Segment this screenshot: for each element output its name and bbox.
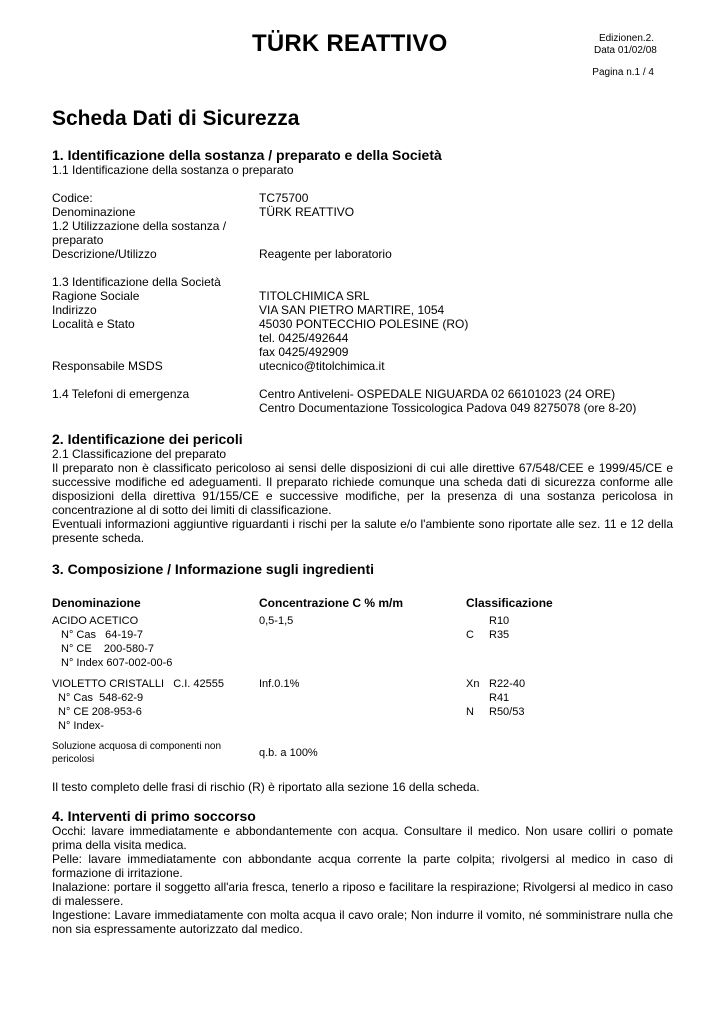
localita-label: Località e Stato xyxy=(52,317,135,331)
emergency-phone-1: Centro Antiveleni- OSPEDALE NIGUARDA 02 66101023 (24 ORE) xyxy=(259,387,616,401)
edition-block xyxy=(594,33,657,57)
emergency-phones-label: 1.4 Telefoni di emergenza xyxy=(52,387,190,401)
first-aid-eyes: Occhi: lavare immediatamente e abbondantemente con acqua. Consultare il medico. Non usare colliri o pomate prima della visita medica. xyxy=(52,824,673,852)
first-aid-skin: Pelle: lavare immediatamente con abbondante acqua corrente la parte colpita; rivolgersi al medico in caso di formazione di irritazione. xyxy=(52,852,673,880)
descrizione-value: Reagente per laboratorio xyxy=(259,247,392,261)
risk-phrase: R35 xyxy=(489,629,510,641)
section-2-paragraph: Il preparato non è classificato pericoloso ai sensi delle disposizioni di cui alle direttive 67/548/CEE e 1999/45/CE e successive modifiche ed adeguamenti. Il preparato richiede comunque una scheda dati di sicurezza conforme alle disposizioni della direttiva 91/155/CE e successive modifiche, per la presenza di una sostanza pericolosa in concentrazione al di sotto dei limiti di classificazione. xyxy=(52,461,673,517)
first-aid-inhalation: Inalazione: portare il soggetto all'aria fresca, tenerlo a riposo e facilitare la respirazione; Rivolgersi al medico in caso di malessere. xyxy=(52,880,673,908)
codice-value: TC75700 xyxy=(259,191,309,205)
column-header-concentrazione: Concentrazione C % m/m xyxy=(259,596,404,610)
hazard-symbol: N xyxy=(466,706,474,718)
indirizzo-label: Indirizzo xyxy=(52,303,97,317)
denominazione-label: Denominazione xyxy=(52,205,136,219)
ingredient-concentration: 0,5-1,5 xyxy=(259,615,294,627)
edition-label: Edizionen.2. xyxy=(598,33,654,44)
risk-phrase: R50/53 xyxy=(489,706,525,718)
product-title: TÜRK REATTIVO xyxy=(252,30,448,57)
risk-phrase: R10 xyxy=(489,615,510,627)
denominazione-value: TÜRK REATTIVO xyxy=(259,205,355,219)
fax: fax 0425/492909 xyxy=(259,345,349,359)
ingredient-name: pericolosi xyxy=(52,754,95,765)
localita-value: 45030 PONTECCHIO POLESINE (RO) xyxy=(259,317,469,331)
descrizione-label: Descrizione/Utilizzo xyxy=(52,247,157,261)
hazard-symbol: Xn xyxy=(466,678,480,690)
responsabile-msds-label: Responsabile MSDS xyxy=(52,359,163,373)
indirizzo-value: VIA SAN PIETRO MARTIRE, 1054 xyxy=(259,303,445,317)
ingredient-ce: N° CE 208-953-6 xyxy=(58,706,142,718)
ingredient-name: Soluzione acquosa di componenti non xyxy=(52,741,222,752)
telephone: tel. 0425/492644 xyxy=(259,331,349,345)
ingredient-cas: N° Cas 548-62-9 xyxy=(58,692,144,704)
section-1-heading: 1. Identificazione della sostanza / preparato e della Società xyxy=(52,147,442,163)
ingredient-cas: N° Cas 64-19-7 xyxy=(61,629,144,641)
edition-date: Data 01/02/08 xyxy=(594,45,657,56)
utilizzazione-label-line1: 1.2 Utilizzazione della sostanza / xyxy=(52,219,227,233)
column-header-denominazione: Denominazione xyxy=(52,596,141,610)
section-4-heading: 4. Interventi di primo soccorso xyxy=(52,808,256,824)
risk-phrase: R41 xyxy=(489,692,510,704)
ragione-sociale-label: Ragione Sociale xyxy=(52,289,140,303)
hazard-symbol: C xyxy=(466,629,474,641)
section-2-1-subheading: 2.1 Classificazione del preparato xyxy=(52,447,227,461)
page-number: Pagina n.1 / 4 xyxy=(592,67,654,78)
risk-phrase: R22-40 xyxy=(489,678,526,690)
ingredient-index: N° Index- xyxy=(58,720,104,732)
ingredient-index: N° Index 607-002-00-6 xyxy=(61,657,173,669)
section-2-heading: 2. Identificazione dei pericoli xyxy=(52,431,243,447)
emergency-phone-2: Centro Documentazione Tossicologica Padova 049 8275078 (ore 8-20) xyxy=(259,401,637,415)
ingredient-concentration: q.b. a 100% xyxy=(259,747,318,759)
responsabile-msds-email: utecnico@titolchimica.it xyxy=(259,359,385,373)
document-title: Scheda Dati di Sicurezza xyxy=(52,107,300,130)
section-3-heading: 3. Composizione / Informazione sugli ingredienti xyxy=(52,561,375,577)
section-1-1-subheading: 1.1 Identificazione della sostanza o preparato xyxy=(52,163,294,177)
ingredient-name: ACIDO ACETICO xyxy=(52,615,139,627)
ragione-sociale-value: TITOLCHIMICA SRL xyxy=(259,289,370,303)
ingredient-ce: N° CE 200-580-7 xyxy=(61,643,155,655)
section-4-text xyxy=(52,824,673,936)
first-aid-ingestion: Ingestione: Lavare immediatamente con molta acqua il cavo orale; Non indurre il vomito, né somministrare nulla che non sia espressamente autorizzato dal medico. xyxy=(52,908,673,936)
codice-label: Codice: xyxy=(52,191,93,205)
risk-phrases-note: Il testo completo delle frasi di rischio (R) è riportato alla sezione 16 della scheda. xyxy=(52,780,480,794)
ingredient-name: VIOLETTO CRISTALLI C.I. 42555 xyxy=(52,678,224,690)
utilizzazione-label-line2: preparato xyxy=(52,233,104,247)
ingredient-concentration: Inf.0.1% xyxy=(259,678,300,690)
section-1-3-subheading: 1.3 Identificazione della Società xyxy=(52,275,221,289)
section-2-paragraph: Eventuali informazioni aggiuntive riguardanti i rischi per la salute e/o l'ambiente sono riportate alle sez. 11 e 12 della presente scheda. xyxy=(52,517,673,545)
column-header-classificazione: Classificazione xyxy=(466,596,553,610)
section-2-text xyxy=(52,461,673,545)
